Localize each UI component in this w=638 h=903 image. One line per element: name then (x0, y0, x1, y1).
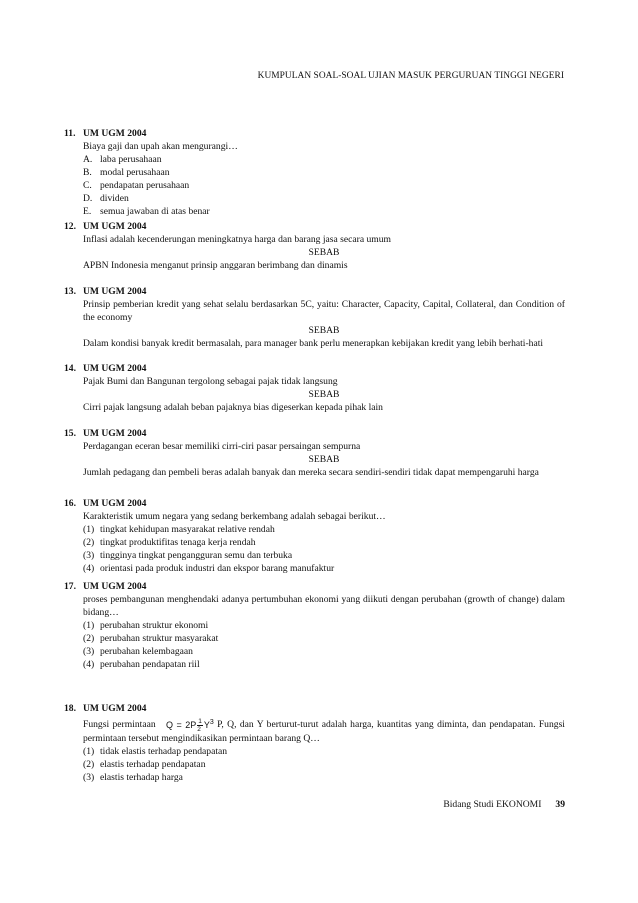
question-18 (64, 702, 565, 784)
question-source: UM UGM 2004 (83, 286, 147, 297)
demand-function-formula: Q = 2P $\frac{1}{2}$ $Y^3$ (165, 718, 214, 733)
option: (1) tingkat kehidupan masyarakat relative rendah (83, 524, 275, 535)
question-14 (64, 362, 565, 414)
question-15 (64, 427, 565, 479)
statement-2: Dalam kondisi banyak kredit bermasalah, para manager bank perlu menerapkan kebijakan kredit yang lebih berhati-hati (83, 338, 544, 349)
option: C. pendapatan perusahaan (83, 180, 190, 191)
question-source: UM UGM 2004 (83, 581, 147, 592)
question-number: 14. (64, 363, 76, 374)
question-17 (64, 580, 565, 671)
page-footer (443, 798, 565, 811)
option: (4) perubahan pendapatan riil (83, 659, 200, 670)
option: B. modal perusahaan (83, 167, 170, 178)
option: (1) perubahan struktur ekonomi (83, 620, 209, 631)
question-stem: Biaya gaji dan upah akan mengurangi… (83, 141, 238, 152)
question-number: 17. (64, 581, 76, 592)
option: (3) elastis terhadap harga (83, 772, 183, 783)
option: (3) tingginya tingkat pengangguran semu dan terbuka (83, 550, 293, 561)
option: (4) orientasi pada produk industri dan ekspor barang manufaktur (83, 563, 335, 574)
statement-2: APBN Indonesia menganut prinsip anggaran berimbang dan dinamis (83, 260, 348, 271)
question-source: UM UGM 2004 (83, 498, 147, 509)
option: A. laba perusahaan (83, 154, 162, 165)
option: D. dividen (83, 193, 129, 204)
question-source: UM UGM 2004 (83, 221, 147, 232)
sebab-label: SEBAB (308, 389, 340, 400)
question-16 (64, 497, 565, 575)
option: (2) elastis terhadap pendapatan (83, 759, 206, 770)
footer-subject: Bidang Studi EKONOMI (443, 799, 542, 810)
question-number: 16. (64, 498, 76, 509)
question-source: UM UGM 2004 (83, 128, 147, 139)
question-source: UM UGM 2004 (83, 363, 147, 374)
sebab-label: SEBAB (308, 247, 340, 258)
statement-1: Pajak Bumi dan Bangunan tergolong sebagai pajak tidak langsung (83, 376, 338, 387)
statement-2: Cirri pajak langsung adalah beban pajaknya bias digeserkan kepada pihak lain (83, 402, 383, 413)
question-source: UM UGM 2004 (83, 428, 147, 439)
statement-1: Prinsip pemberian kredit yang sehat selalu berdasarkan 5C, yaitu: Character, Capacity, Capital, Collateral, dan Condition of the economy (83, 299, 565, 323)
statement-1: Perdagangan eceran besar memiliki cirri-ciri pasar persaingan sempurna (83, 441, 361, 452)
question-source: UM UGM 2004 (83, 703, 147, 714)
sebab-label: SEBAB (308, 325, 340, 336)
question-13 (64, 285, 565, 350)
page-number: 39 (555, 799, 565, 810)
question-number: 15. (64, 428, 76, 439)
question-number: 13. (64, 286, 76, 297)
statement-2: Jumlah pedagang dan pembeli beras adalah banyak dan mereka secara sendiri-sendiri tidak dapat mempengaruhi harga (83, 467, 539, 478)
option: (3) perubahan kelembagaan (83, 646, 193, 657)
sebab-label: SEBAB (308, 454, 340, 465)
option: (2) tingkat produktifitas tenaga kerja rendah (83, 537, 256, 548)
option: (2) perubahan struktur masyarakat (83, 633, 219, 644)
question-stem: Fungsi permintaan Q = 2P $\frac{1}{2}$ $Y^3$ P, Q, dan Y berturut-turut adalah harga, kuantitas yang diminta, dan pendapatan. Fungsi permintaan tersebut mengindikasikan permintaan barang Q… (83, 718, 565, 744)
question-stem: proses pembangunan menghendaki adanya pertumbuhan ekonomi yang diikuti dengan perubahan (growth of change) dalam bidang… (83, 594, 565, 618)
option: (1) tidak elastis terhadap pendapatan (83, 746, 228, 757)
fraction: $\frac{1}{2}$ (197, 718, 202, 733)
question-11 (64, 127, 565, 218)
running-header: KUMPULAN SOAL-SOAL UJIAN MASUK PERGURUAN TINGGI NEGERI (257, 71, 564, 81)
question-stem: Karakteristik umum negara yang sedang berkembang adalah sebagai berikut… (83, 511, 386, 522)
option: E. semua jawaban di atas benar (83, 206, 210, 217)
question-number: 12. (64, 221, 76, 232)
question-12 (64, 220, 565, 272)
statement-1: Inflasi adalah kecenderungan meningkatnya harga dan barang jasa secara umum (83, 234, 392, 245)
question-number: 11. (64, 128, 76, 139)
question-number: 18. (64, 703, 76, 714)
